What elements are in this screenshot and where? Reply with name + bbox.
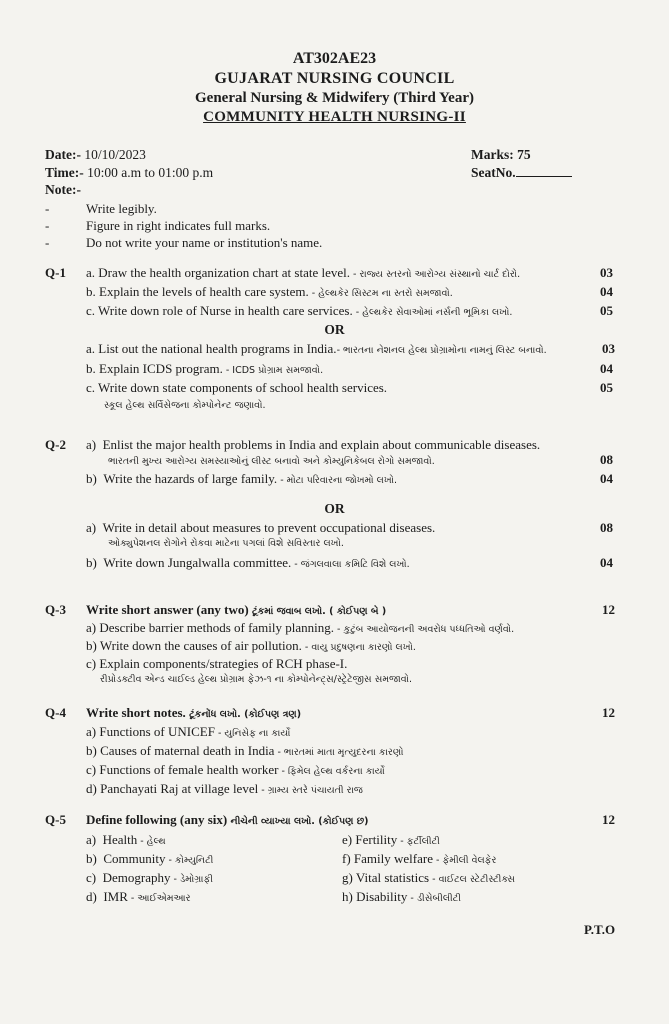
question-marks: 04 bbox=[600, 361, 613, 376]
question-item: b) Write down Jungalwalla committee. - જંગલવાલા કમિટિ વિશે લખો. bbox=[86, 555, 410, 570]
section-marks: 12 bbox=[602, 705, 615, 720]
definition-item: e) Fertility - ફર્ટીલીટી bbox=[342, 832, 440, 847]
section-marks: 12 bbox=[602, 812, 615, 827]
definition-item: h) Disability - ડીસેબીલીટી bbox=[342, 889, 461, 904]
question-item: a) Enlist the major health problems in India and explain about communicable diseases. bbox=[86, 437, 541, 452]
time-value: 10:00 a.m to 01:00 p.m bbox=[87, 165, 214, 180]
note-item: Do not write your name or institution's name. bbox=[86, 235, 323, 250]
section-title: Define following (any six) નીચેની વ્યાખ્યા લખો. (કોઈપણ છ) bbox=[86, 812, 369, 827]
section-title: Write short notes. ટૂંકનોંધ લખો. (કોઈપણ ત્રણ) bbox=[86, 705, 302, 720]
note-bullet: - bbox=[45, 201, 50, 216]
question-number: Q-1 bbox=[45, 265, 66, 280]
question-marks: 04 bbox=[600, 555, 613, 570]
question-item: c) Functions of female health worker - ફિમેલ હેલ્થ વર્કરના કાર્યો bbox=[86, 762, 385, 777]
seat-label: SeatNo. bbox=[471, 165, 516, 180]
subject-title: COMMUNITY HEALTH NURSING-II bbox=[203, 109, 466, 125]
marks-row bbox=[471, 147, 531, 163]
definition-item: d) IMR - આઈએમઆર bbox=[86, 889, 191, 904]
question-item-gujarati: સ્કૂલ હેલ્થ સર્વિસેજના કોમ્પોનેન્ટ જણાવો. bbox=[104, 400, 266, 411]
question-marks: 04 bbox=[600, 471, 613, 486]
definition-item: g) Vital statistics - વાઈટલ સ્ટેટીસ્ટીક્સ bbox=[342, 870, 515, 885]
question-marks: 05 bbox=[600, 380, 613, 395]
question-number: Q-2 bbox=[45, 437, 66, 452]
note-label: Note:- bbox=[45, 182, 81, 197]
seat-row bbox=[471, 165, 572, 181]
section-marks: 12 bbox=[602, 602, 615, 617]
paper-code: AT302AE23 bbox=[292, 50, 377, 67]
question-item: b. Explain ICDS program. - ICDS પ્રોગ્રામ સમજાવો. bbox=[86, 361, 324, 376]
question-item: a. Draw the health organization chart at state level. - રાજ્ય સ્તરનો આરોગ્ય સંસ્થાનો ચાર્ટ દોરો. bbox=[86, 265, 521, 280]
question-number: Q-5 bbox=[45, 812, 66, 827]
note-bullet: - bbox=[45, 218, 50, 233]
question-item: c) Explain components/strategies of RCH phase-I. bbox=[86, 656, 348, 671]
question-item: a) Describe barrier methods of family planning. - કુટુંબ આયોજનની અવરોધ પધ્ધતિઓ વર્ણવો. bbox=[86, 620, 515, 635]
date-value: 10/10/2023 bbox=[84, 147, 146, 162]
question-item: b. Explain the levels of health care system. - હેલ્થકેર સિસ્ટમ ના સ્તરો સમજાવો. bbox=[86, 284, 453, 299]
question-number: Q-4 bbox=[45, 705, 66, 720]
question-marks: 04 bbox=[600, 284, 613, 299]
question-marks: 05 bbox=[600, 303, 613, 318]
date-row bbox=[45, 147, 146, 163]
question-item: b) Write down the causes of air pollution. - વાયુ પ્રદુષણના કારણો લખો. bbox=[86, 638, 416, 653]
question-item: a. List out the national health programs in India.- ભારતના નેશનલ હેલ્થ પ્રોગ્રામોના નામનું લિસ્ટ બનાવો. bbox=[86, 341, 547, 356]
question-item-gujarati: ભારતની મુખ્ય આરોગ્ય સમસ્યાઓનું લીસ્ટ બનાવો અને કોમ્યુનિકેબલ રોગો સમજાવો. bbox=[108, 456, 435, 467]
question-item-gujarati: રીપ્રોડક્ટીવ એન્ડ ચાઈલ્ડ હેલ્થ પ્રોગ્રામ ફેઝ-૧ ના કોમ્પોનેન્ટ્સ/સ્ટ્રેટેજીસ સમજાવો. bbox=[100, 674, 413, 685]
question-marks: 08 bbox=[600, 452, 613, 467]
council-name: GUJARAT NURSING COUNCIL bbox=[214, 70, 455, 87]
question-marks: 08 bbox=[600, 520, 613, 535]
time-label: Time:- bbox=[45, 165, 84, 180]
page-turn-over: P.T.O bbox=[584, 922, 616, 937]
question-item: c. Write down state components of school health services. bbox=[86, 380, 388, 395]
question-item: a) Functions of UNICEF - યુનિસેફ ના કાર્યો bbox=[86, 724, 291, 739]
question-marks: 03 bbox=[600, 265, 613, 280]
or-separator: OR bbox=[324, 501, 345, 516]
question-item: d) Panchayati Raj at village level - ગ્રામ્ય સ્તરે પંચાયતી રાજ bbox=[86, 781, 363, 796]
section-title: Write short answer (any two) ટૂંકમાં જવાબ લખો. ( કોઈપણ બે ) bbox=[86, 602, 387, 617]
question-item-gujarati: ઓક્યુપેશનલ રોગોને રોકવા માટેના પગલાં વિશે સવિસ્તાર લખો. bbox=[108, 538, 344, 549]
question-number: Q-3 bbox=[45, 602, 66, 617]
definition-item: b) Community - કોમ્યુનિટી bbox=[86, 851, 214, 866]
time-row bbox=[45, 165, 213, 181]
question-item: a) Write in detail about measures to prevent occupational diseases. bbox=[86, 520, 436, 535]
definition-item: a) Health - હેલ્થ bbox=[86, 832, 166, 847]
or-separator: OR bbox=[324, 322, 345, 337]
marks-label: Marks: bbox=[471, 147, 514, 162]
course-name: General Nursing & Midwifery (Third Year) bbox=[195, 90, 474, 106]
note-bullet: - bbox=[45, 235, 50, 250]
note-item: Figure in right indicates full marks. bbox=[86, 218, 271, 233]
definition-item: f) Family welfare - ફેમીલી વેલફેર bbox=[342, 851, 497, 866]
question-item: b) Write the hazards of large family. - મોટા પરિવારના જોખમો લખો. bbox=[86, 471, 398, 486]
seat-blank-line bbox=[516, 166, 572, 177]
question-item: b) Causes of maternal death in India - ભારતમાં માતા મૃત્યુદરના કારણો bbox=[86, 743, 404, 758]
date-label: Date:- bbox=[45, 147, 81, 162]
definition-item: c) Demography - ડેમોગ્રાફી bbox=[86, 870, 214, 885]
question-item: c. Write down role of Nurse in health care services. - હેલ્થકેર સેવાઓમાં નર્સની ભૂમિકા લખો. bbox=[86, 303, 513, 318]
note-item: Write legibly. bbox=[86, 201, 157, 216]
question-marks: 03 bbox=[602, 341, 615, 356]
marks-value: 75 bbox=[517, 147, 531, 162]
